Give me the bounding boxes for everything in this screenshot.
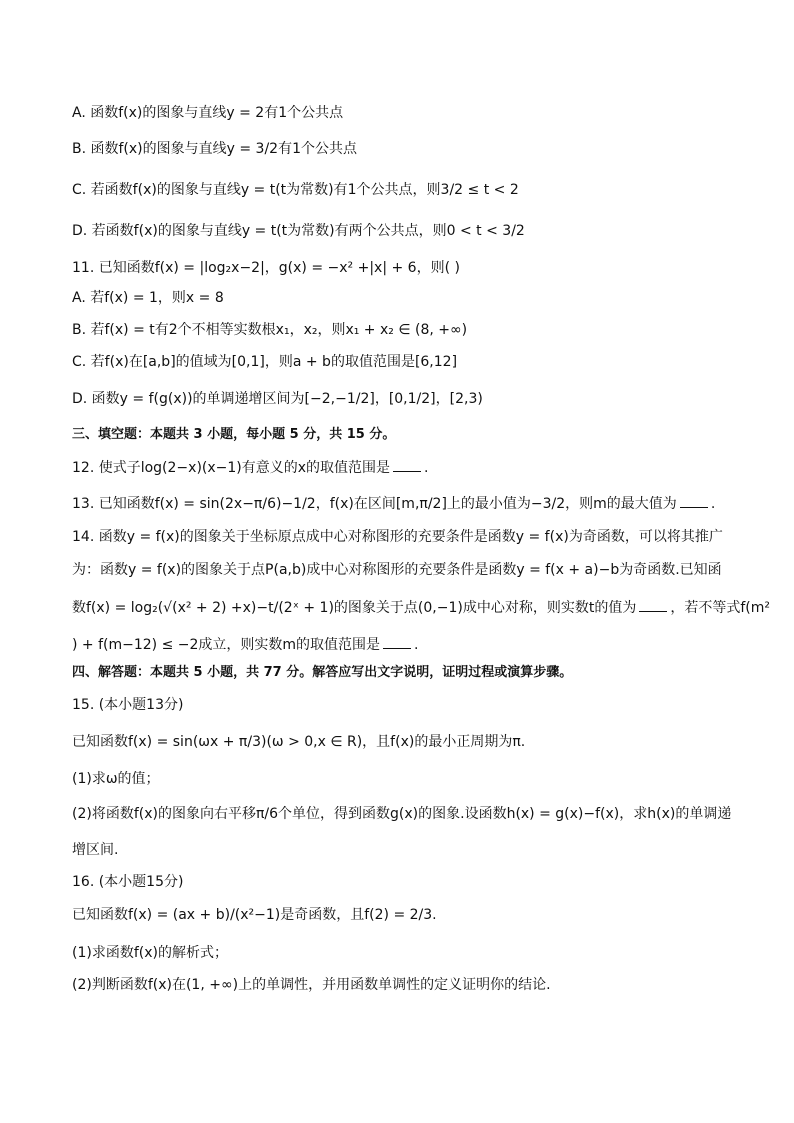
question-13-text: 13. 已知函数f(x) = sin(2x−π/6)−1/2，f(x)在区间[m,π/2]上的最小值为−3/2，则m的最大值为 — [72, 496, 677, 512]
question-14-line-1: 14. 函数y = f(x)的图象关于坐标原点成中心对称图形的充要条件是函数y = f(x)为奇函数，可以将其推广 — [72, 529, 723, 545]
question-12 — [72, 457, 429, 478]
question-14-line-3 — [72, 597, 770, 618]
question-14-text-2: ) + f(m−12) ≤ −2成立，则实数m的取值范围是 — [72, 637, 381, 653]
option-11b: B. 若f(x) = t有2个不相等实数根x₁，x₂，则x₁ + x₂ ∈ (8, +∞) — [72, 322, 468, 338]
option-11a: A. 若f(x) = 1，则x = 8 — [72, 290, 224, 306]
section-4-heading: 四、解答题：本题共 5 小题，共 77 分。解答应写出文字说明，证明过程或演算步骤。 — [72, 665, 573, 680]
question-16-part-1: (1)求函数f(x)的解析式； — [72, 945, 228, 961]
question-11-stem: 11. 已知函数f(x) = |log₂x−2|，g(x) = −x² +|x| + 6，则( ) — [72, 260, 460, 276]
question-14-line-2: 为：函数y = f(x)的图象关于点P(a,b)成中心对称图形的充要条件是函数y = f(x + a)−b为奇函数.已知函 — [72, 562, 722, 578]
option-10a: A. 函数f(x)的图象与直线y = 2有1个公共点 — [72, 105, 344, 121]
question-14-end: . — [414, 637, 419, 653]
option-10b: B. 函数f(x)的图象与直线y = 3/2有1个公共点 — [72, 141, 357, 157]
question-14-text-cont: ，若不等式f(m² — [670, 600, 770, 616]
question-15-header: 15. (本小题13分) — [72, 697, 184, 713]
option-11d: D. 函数y = f(g(x))的单调递增区间为[−2,−1/2]，[0,1/2]，[2,3) — [72, 391, 483, 407]
question-14-text: 数f(x) = log₂(√(x² + 2) +x)−t/(2ˣ + 1)的图象关于点(0,−1)成中心对称，则实数t的值为 — [72, 600, 637, 616]
answer-blank — [680, 493, 708, 508]
question-15-stem: 已知函数f(x) = sin(ωx + π/3)(ω > 0,x ∈ R)，且f(x)的最小正周期为π. — [72, 734, 526, 750]
question-15-part-1: (1)求ω的值； — [72, 771, 160, 787]
option-11c: C. 若f(x)在[a,b]的值域为[0,1]，则a + b的取值范围是[6,12] — [72, 354, 458, 370]
question-13-end: . — [710, 496, 716, 512]
section-3-heading: 三、填空题：本题共 3 小题，每小题 5 分，共 15 分。 — [72, 427, 396, 442]
option-10c: C. 若函数f(x)的图象与直线y = t(t为常数)有1个公共点，则3/2 ≤ t < 2 — [72, 182, 519, 198]
question-14-line-4 — [72, 634, 419, 655]
question-16-part-2: (2)判断函数f(x)在(1, +∞)上的单调性，并用函数单调性的定义证明你的结论. — [72, 977, 551, 993]
question-13 — [72, 493, 715, 514]
question-16-stem: 已知函数f(x) = (ax + b)/(x²−1)是奇函数，且f(2) = 2/3. — [72, 907, 437, 923]
answer-blank — [639, 597, 667, 612]
question-16-header: 16. (本小题15分) — [72, 874, 184, 890]
question-12-text: 12. 使式子log(2−x)(x−1)有意义的x的取值范围是 — [72, 460, 391, 476]
option-10d: D. 若函数f(x)的图象与直线y = t(t为常数)有两个公共点，则0 < t < 3/2 — [72, 223, 525, 239]
answer-blank — [383, 634, 411, 649]
question-15-part-2: (2)将函数f(x)的图象向右平移π/6个单位，得到函数g(x)的图象.设函数h(x) = g(x)−f(x)，求h(x)的单调递 — [72, 806, 732, 822]
answer-blank — [393, 457, 421, 472]
question-12-end: . — [424, 460, 429, 476]
question-15-part-2-cont: 增区间. — [72, 842, 119, 858]
